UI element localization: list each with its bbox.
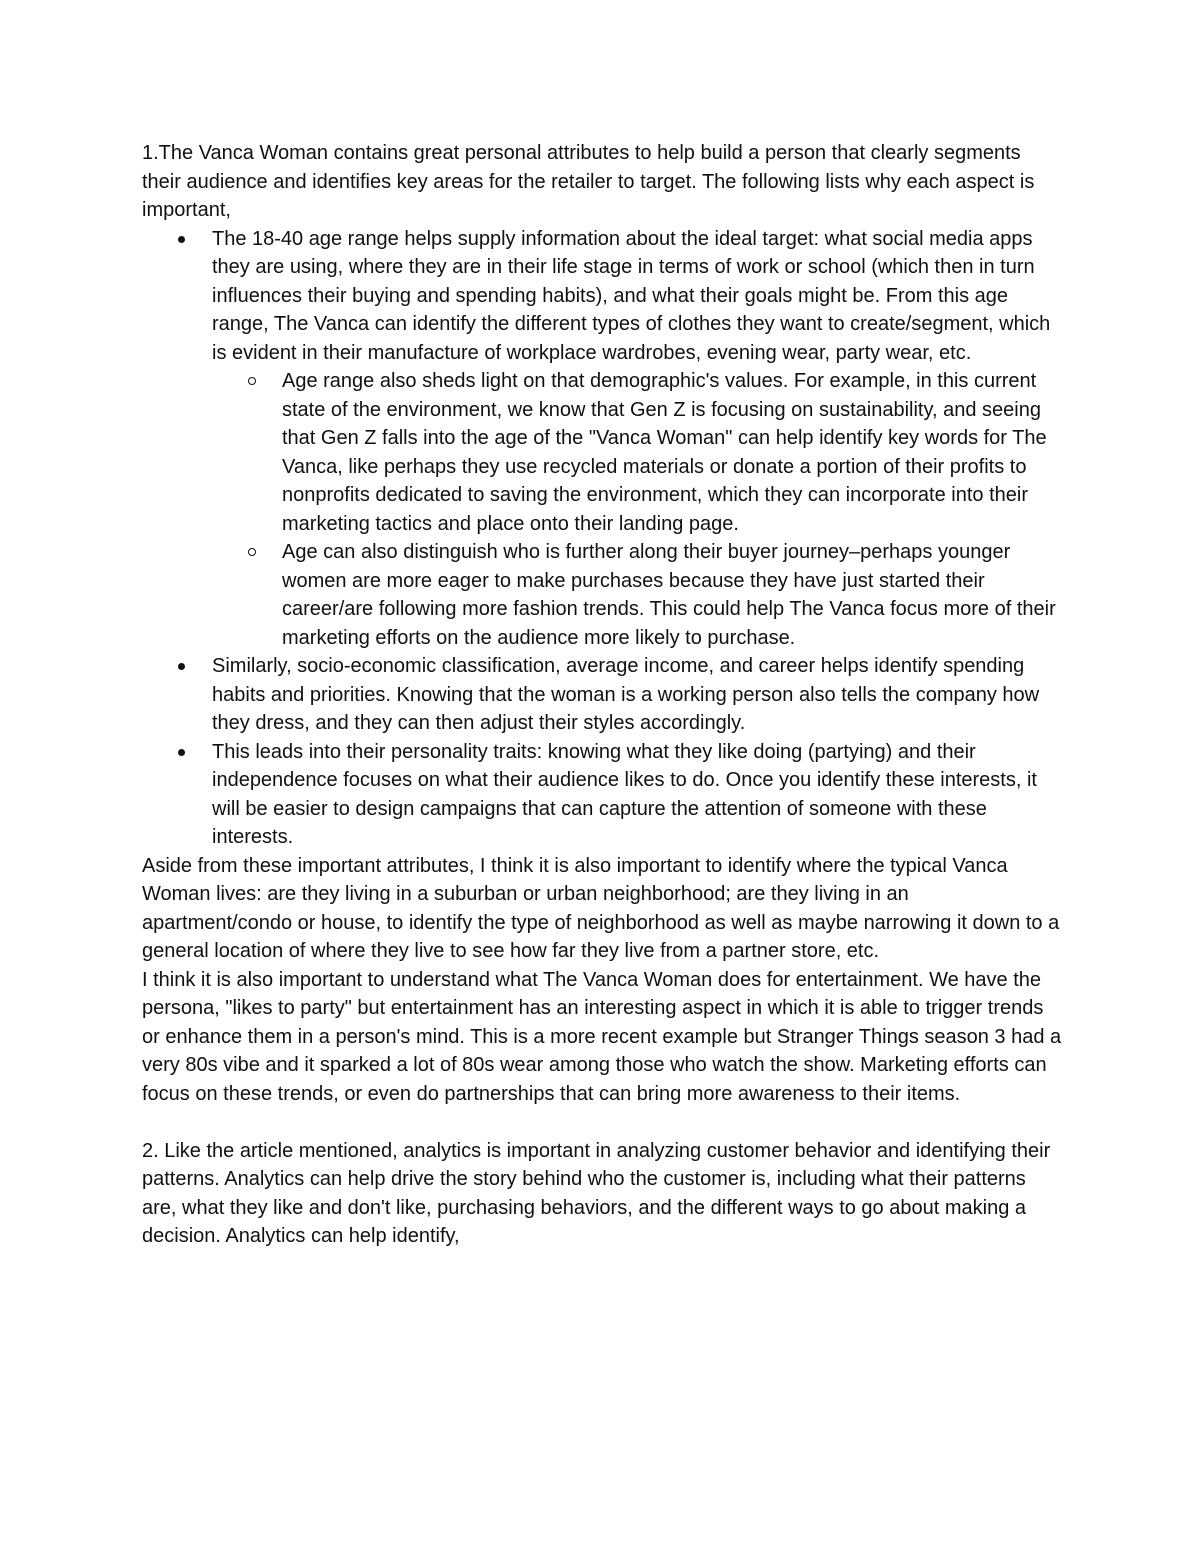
- document-body: [142, 139, 1062, 1251]
- sub-list-item-text: Age can also distinguish who is further along their buyer journey–perhaps younger women are more eager to make purchases because they have just started their career/are following more fashion trends. This could help The Vanca focus more of their marketing efforts on the audience more likely to purchase.: [282, 541, 1056, 649]
- hollow-bullet-icon: [248, 548, 256, 556]
- hollow-bullet-icon: [248, 377, 256, 385]
- list-item-age-range: [142, 225, 1062, 653]
- paragraph-spacer: [142, 1108, 1062, 1137]
- sub-list-item-values: [212, 367, 1062, 538]
- filled-bullet-icon: [178, 236, 185, 243]
- list-item-personality: [142, 738, 1062, 852]
- list-item-text: Similarly, socio-economic classification, average income, and career helps identify spending habits and priorities. Knowing that the woman is a working person also tells the company how they dress, and they can then adjust their styles accordingly.: [212, 655, 1040, 734]
- section-1-intro: 1.The Vanca Woman contains great personal attributes to help build a person that clearly segments their audience and identifies key areas for the retailer to target. The following lists why each aspect is important,: [142, 142, 1035, 221]
- attribute-list: [142, 225, 1062, 852]
- filled-bullet-icon: [178, 749, 185, 756]
- section-2-paragraph: 2. Like the article mentioned, analytics is important in analyzing customer behavior and identifying their patterns. Analytics can help drive the story behind who the customer is, including what their patterns are, what they like and don't like, purchasing behaviors, and the different ways to go about making a decision. Analytics can help identify,: [142, 1139, 1051, 1247]
- sub-list-item-text: Age range also sheds light on that demographic's values. For example, in this current state of the environment, we know that Gen Z is focusing on sustainability, and seeing that Gen Z falls into the age of the "Vanca Woman" can help identify key words for The Vanca, like perhaps they use recycled materials or donate a portion of their profits to nonprofits dedicated to saving the environment, which they can incorporate into their marketing tactics and place onto their landing page.: [282, 370, 1047, 535]
- paragraph-location: Aside from these important attributes, I think it is also important to identify where the typical Vanca Woman lives: are they living in a suburban or urban neighborhood; are they living in an apartment/condo or house, to identify the type of neighborhood as well as maybe narrowing it down to a general location of where they live to see how far they live from a partner store, etc.: [142, 854, 1060, 962]
- list-item-text: The 18-40 age range helps supply information about the ideal target: what social media apps they are using, where they are in their life stage in terms of work or school (which then in turn influences their buying and spending habits), and what their goals might be. From this age range, The Vanca can identify the different types of clothes they want to create/segment, which is evident in their manufacture of workplace wardrobes, evening wear, party wear, etc.: [212, 227, 1051, 364]
- list-item-text: This leads into their personality traits: knowing what they like doing (partying) and their independence focuses on what their audience likes to do. Once you identify these interests, it will be easier to design campaigns that can capture the attention of someone with these interests.: [212, 740, 1037, 848]
- sub-list-item-buyer-journey: [212, 538, 1062, 652]
- paragraph-entertainment: I think it is also important to understand what The Vanca Woman does for entertainment. We have the persona, "likes to party" but entertainment has an interesting aspect in which it is able to trigger trends or enhance them in a person's mind. This is a more recent example but Stranger Things season 3 had a very 80s vibe and it sparked a lot of 80s wear among those who watch the show. Marketing efforts can focus on these trends, or even do partnerships that can bring more awareness to their items.: [142, 968, 1062, 1105]
- list-item-socio-economic: [142, 652, 1062, 738]
- filled-bullet-icon: [178, 663, 185, 670]
- sub-list: [212, 367, 1062, 652]
